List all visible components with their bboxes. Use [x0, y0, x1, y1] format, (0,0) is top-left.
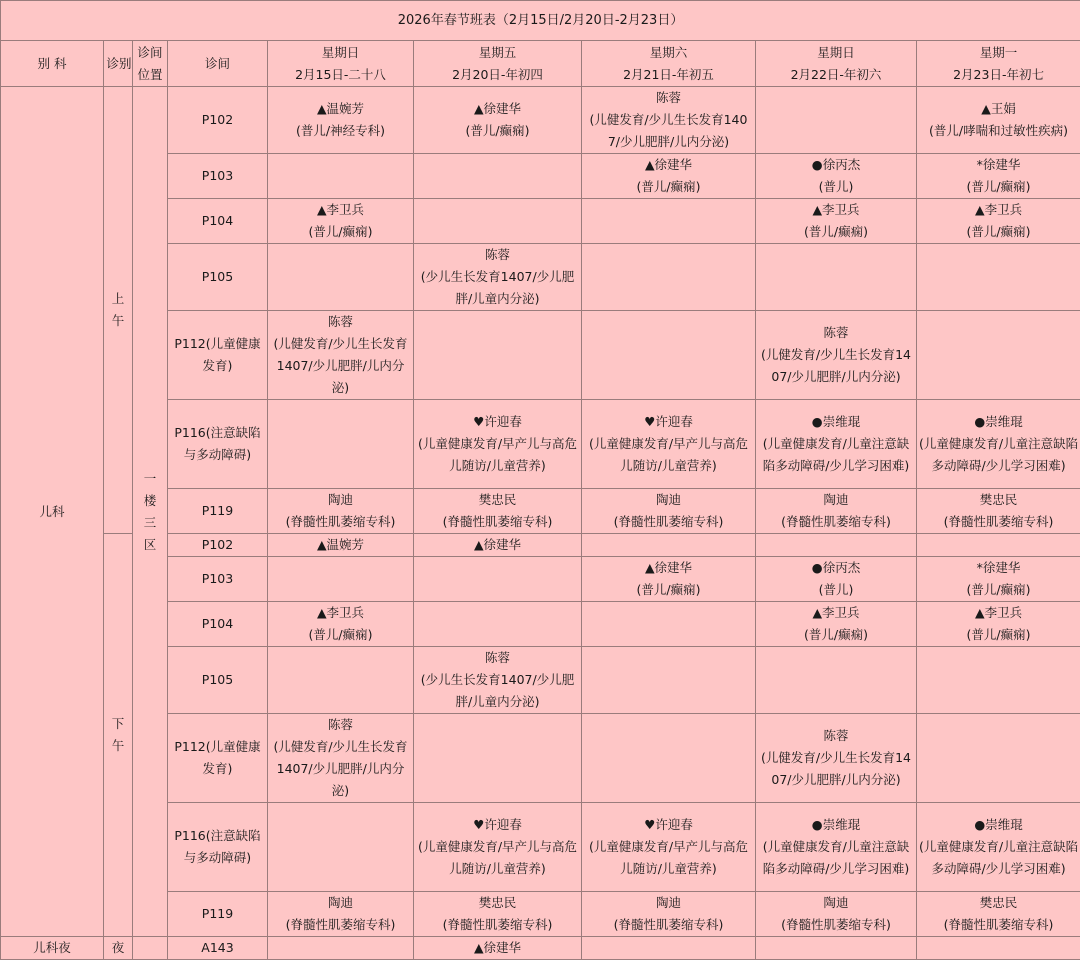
location-night-cell: [133, 937, 168, 960]
doctor-name: 陶迪: [270, 892, 411, 914]
room-cell: [168, 489, 268, 534]
schedule-cell: [582, 602, 756, 647]
doctor-specialty: (少儿生长发育1407/少儿肥胖/儿童内分泌): [416, 669, 579, 713]
doctor-specialty: (普儿/癫痫): [919, 579, 1078, 601]
schedule-cell: [756, 400, 917, 489]
schedule-cell: [756, 311, 917, 400]
schedule-cell: [268, 714, 414, 803]
room-label: P105: [202, 269, 233, 284]
day-weekday: 星期六: [584, 42, 753, 64]
session-pm-label: 下午: [111, 713, 125, 757]
day-header: [756, 41, 917, 87]
schedule-cell: [917, 154, 1080, 199]
room-cell: [168, 647, 268, 714]
schedule-cell: [414, 937, 582, 960]
schedule-cell: [756, 602, 917, 647]
room-label: A143: [201, 940, 233, 955]
room-cell: [168, 311, 268, 400]
doctor-specialty: (儿健发育/少儿生长发育1407/少儿肥胖/儿内分泌): [584, 109, 753, 153]
schedule-cell: [414, 892, 582, 937]
doctor-name: 陈蓉: [758, 322, 914, 344]
doctor-specialty: (脊髓性肌萎缩专科): [416, 914, 579, 936]
schedule-cell: [756, 244, 917, 311]
schedule-cell: [756, 892, 917, 937]
room-cell: [168, 199, 268, 244]
schedule-cell: [582, 244, 756, 311]
room-cell: [168, 87, 268, 154]
doctor-specialty: (普儿/哮喘和过敏性疾病): [919, 120, 1078, 142]
doctor-specialty: (普儿/癫痫): [919, 221, 1078, 243]
day-date: 2月22日-年初六: [758, 64, 914, 86]
doctor-name: ▲徐建华: [416, 98, 579, 120]
doctor-specialty: (儿童健康发育/儿童注意缺陷多动障碍/少儿学习困难): [919, 836, 1078, 880]
schedule-cell: [582, 892, 756, 937]
day-date: 2月15日-二十八: [270, 64, 411, 86]
session-am-label: 上午: [111, 288, 125, 332]
room-label: P112(儿童健康发育): [172, 736, 264, 780]
doctor-name: ▲王娟: [919, 98, 1078, 120]
location-cell: [133, 87, 168, 937]
doctor-name: 樊忠民: [919, 892, 1078, 914]
schedule-cell: [268, 400, 414, 489]
room-cell: [168, 892, 268, 937]
doctor-name: 樊忠民: [416, 489, 579, 511]
session-night: 夜: [104, 937, 133, 960]
doctor-specialty: (普儿/癫痫): [758, 624, 914, 646]
room-label: P102: [202, 112, 233, 127]
doctor-name: 樊忠民: [416, 892, 579, 914]
doctor-name: ●崇维琨: [758, 411, 914, 433]
doctor-specialty: (少儿生长发育1407/少儿肥胖/儿童内分泌): [416, 266, 579, 310]
doctor-specialty: (儿童健康发育/早产儿与高危儿随访/儿童营养): [584, 836, 753, 880]
room-cell: [168, 602, 268, 647]
doctor-name: ▲徐建华: [584, 557, 753, 579]
room-cell: [168, 557, 268, 602]
doctor-name: ▲温婉芳: [270, 534, 411, 556]
day-date: 2月23日-年初七: [919, 64, 1078, 86]
room-label: P104: [202, 616, 233, 631]
schedule-cell: [917, 400, 1080, 489]
header-dept: 别 科: [1, 41, 104, 87]
schedule-cell: [414, 489, 582, 534]
doctor-specialty: (脊髓性肌萎缩专科): [270, 511, 411, 533]
schedule-cell: [268, 311, 414, 400]
header-location: 诊间位置: [133, 41, 168, 87]
doctor-name: ♥许迎春: [416, 814, 579, 836]
schedule-cell: [917, 199, 1080, 244]
schedule-cell: [917, 557, 1080, 602]
room-label: P116(注意缺陷与多动障碍): [172, 422, 264, 466]
doctor-name: ♥许迎春: [584, 814, 753, 836]
doctor-specialty: (普儿/癫痫): [758, 221, 914, 243]
schedule-cell: [756, 647, 917, 714]
schedule-cell: [756, 154, 917, 199]
day-header: [414, 41, 582, 87]
doctor-specialty: (儿健发育/少儿生长发育1407/少儿肥胖/儿内分泌): [270, 736, 411, 802]
schedule-cell: [917, 244, 1080, 311]
schedule-cell: [582, 937, 756, 960]
room-label: P104: [202, 213, 233, 228]
doctor-name: ▲李卫兵: [758, 199, 914, 221]
doctor-name: ▲李卫兵: [919, 199, 1078, 221]
doctor-name: 陈蓉: [270, 714, 411, 736]
day-date: 2月20日-年初四: [416, 64, 579, 86]
room-label: P112(儿童健康发育): [172, 333, 264, 377]
schedule-cell: [756, 937, 917, 960]
doctor-name: ▲徐建华: [416, 534, 579, 556]
schedule-cell: [917, 489, 1080, 534]
day-header: [268, 41, 414, 87]
doctor-specialty: (儿健发育/少儿生长发育1407/少儿肥胖/儿内分泌): [758, 747, 914, 791]
schedule-cell: [917, 534, 1080, 557]
doctor-specialty: (普儿/癫痫): [270, 221, 411, 243]
doctor-name: ▲徐建华: [416, 937, 579, 959]
doctor-name: *徐建华: [919, 557, 1078, 579]
doctor-specialty: (普儿/癫痫): [416, 120, 579, 142]
doctor-specialty: (普儿/癫痫): [270, 624, 411, 646]
schedule-cell: [414, 154, 582, 199]
session-am: [104, 87, 133, 534]
schedule-cell: [268, 534, 414, 557]
doctor-specialty: (脊髓性肌萎缩专科): [758, 511, 914, 533]
schedule-cell: [917, 311, 1080, 400]
schedule-cell: [268, 892, 414, 937]
room-cell: [168, 400, 268, 489]
doctor-specialty: (脊髓性肌萎缩专科): [584, 511, 753, 533]
schedule-cell: [268, 87, 414, 154]
schedule-cell: [582, 803, 756, 892]
doctor-name: ♥许迎春: [416, 411, 579, 433]
dept-night-cell: 儿科夜: [1, 937, 104, 960]
schedule-cell: [268, 937, 414, 960]
schedule-cell: [414, 311, 582, 400]
doctor-specialty: (普儿): [758, 579, 914, 601]
schedule-cell: [414, 803, 582, 892]
schedule-cell: [756, 199, 917, 244]
schedule-cell: [268, 557, 414, 602]
doctor-name: 陶迪: [584, 892, 753, 914]
room-label: P116(注意缺陷与多动障碍): [172, 825, 264, 869]
schedule-cell: [917, 714, 1080, 803]
schedule-cell: [414, 602, 582, 647]
doctor-specialty: (脊髓性肌萎缩专科): [584, 914, 753, 936]
doctor-name: 陶迪: [758, 489, 914, 511]
schedule-cell: [582, 714, 756, 803]
doctor-specialty: (儿童健康发育/早产儿与高危儿随访/儿童营养): [416, 836, 579, 880]
doctor-name: ●徐丙杰: [758, 557, 914, 579]
schedule-cell: [917, 87, 1080, 154]
doctor-name: *徐建华: [919, 154, 1078, 176]
schedule-cell: [268, 489, 414, 534]
schedule-cell: [917, 803, 1080, 892]
schedule-cell: [917, 602, 1080, 647]
schedule-cell: [917, 937, 1080, 960]
doctor-specialty: (脊髓性肌萎缩专科): [919, 914, 1078, 936]
doctor-name: ▲李卫兵: [270, 602, 411, 624]
day-weekday: 星期日: [270, 42, 411, 64]
schedule-cell: [917, 892, 1080, 937]
schedule-cell: [268, 602, 414, 647]
doctor-name: 陶迪: [584, 489, 753, 511]
doctor-name: ▲李卫兵: [270, 199, 411, 221]
doctor-specialty: (儿童健康发育/早产儿与高危儿随访/儿童营养): [584, 433, 753, 477]
schedule-row-night: [1, 937, 1080, 960]
day-header: [917, 41, 1080, 87]
schedule-cell: [756, 489, 917, 534]
schedule-cell: [582, 87, 756, 154]
schedule-cell: [756, 87, 917, 154]
doctor-specialty: (儿健发育/少儿生长发育1407/少儿肥胖/儿内分泌): [270, 333, 411, 399]
doctor-specialty: (普儿/癫痫): [584, 579, 753, 601]
doctor-name: 陈蓉: [584, 87, 753, 109]
doctor-specialty: (儿童健康发育/儿童注意缺陷多动障碍/少儿学习困难): [919, 433, 1078, 477]
doctor-name: ●徐丙杰: [758, 154, 914, 176]
room-label: P119: [202, 906, 233, 921]
schedule-cell: [414, 400, 582, 489]
doctor-specialty: (儿童健康发育/早产儿与高危儿随访/儿童营养): [416, 433, 579, 477]
day-header: [582, 41, 756, 87]
schedule-cell: [582, 557, 756, 602]
schedule-cell: [414, 557, 582, 602]
doctor-name: ▲温婉芳: [270, 98, 411, 120]
schedule-cell: [414, 244, 582, 311]
schedule-cell: [268, 803, 414, 892]
schedule-cell: [582, 400, 756, 489]
doctor-name: 陶迪: [270, 489, 411, 511]
doctor-name: 陶迪: [758, 892, 914, 914]
schedule-cell: [756, 534, 917, 557]
schedule-row: [1, 87, 1080, 154]
doctor-name: ▲李卫兵: [758, 602, 914, 624]
doctor-specialty: (普儿): [758, 176, 914, 198]
schedule-cell: [756, 557, 917, 602]
room-cell: [168, 154, 268, 199]
doctor-specialty: (普儿/癫痫): [584, 176, 753, 198]
doctor-name: ▲李卫兵: [919, 602, 1078, 624]
day-weekday: 星期日: [758, 42, 914, 64]
day-weekday: 星期五: [416, 42, 579, 64]
day-date: 2月21日-年初五: [584, 64, 753, 86]
room-label: P105: [202, 672, 233, 687]
doctor-name: ●崇维琨: [758, 814, 914, 836]
doctor-name: ♥许迎春: [584, 411, 753, 433]
doctor-name: ▲徐建华: [584, 154, 753, 176]
doctor-specialty: (普儿/癫痫): [919, 176, 1078, 198]
doctor-specialty: (儿童健康发育/儿童注意缺陷多动障碍/少儿学习困难): [758, 433, 914, 477]
doctor-specialty: (脊髓性肌萎缩专科): [758, 914, 914, 936]
room-cell: [168, 714, 268, 803]
header-room: 诊间: [168, 41, 268, 87]
room-cell: [168, 244, 268, 311]
schedule-cell: [756, 803, 917, 892]
doctor-name: ●崇维琨: [919, 411, 1078, 433]
schedule-cell: [917, 647, 1080, 714]
doctor-specialty: (脊髓性肌萎缩专科): [270, 914, 411, 936]
doctor-name: 陈蓉: [758, 725, 914, 747]
room-cell: [168, 803, 268, 892]
schedule-cell: [414, 199, 582, 244]
doctor-specialty: (儿童健康发育/儿童注意缺陷多动障碍/少儿学习困难): [758, 836, 914, 880]
day-weekday: 星期一: [919, 42, 1078, 64]
room-label: P102: [202, 537, 233, 552]
doctor-specialty: (脊髓性肌萎缩专科): [416, 511, 579, 533]
doctor-name: 樊忠民: [919, 489, 1078, 511]
session-pm: [104, 534, 133, 937]
header-session: 诊别: [104, 41, 133, 87]
schedule-cell: [414, 87, 582, 154]
doctor-specialty: (脊髓性肌萎缩专科): [919, 511, 1078, 533]
schedule-cell: [582, 647, 756, 714]
room-label: P103: [202, 168, 233, 183]
doctor-name: 陈蓉: [416, 244, 579, 266]
room-cell: [168, 534, 268, 557]
room-cell: [168, 937, 268, 960]
doctor-specialty: (普儿/癫痫): [919, 624, 1078, 646]
schedule-cell: [268, 244, 414, 311]
schedule-title: 2026年春节班表（2月15日/2月20日-2月23日）: [1, 1, 1080, 41]
location-cell-label: 一楼三区: [143, 468, 157, 556]
room-label: P103: [202, 571, 233, 586]
doctor-name: 陈蓉: [270, 311, 411, 333]
schedule-cell: [582, 311, 756, 400]
schedule-cell: [414, 534, 582, 557]
schedule-cell: [582, 154, 756, 199]
schedule-cell: [268, 647, 414, 714]
schedule-cell: [756, 714, 917, 803]
schedule-cell: [414, 714, 582, 803]
doctor-name: ●崇维琨: [919, 814, 1078, 836]
dept-cell: 儿科: [1, 87, 104, 937]
schedule-cell: [414, 647, 582, 714]
schedule-cell: [268, 154, 414, 199]
doctor-specialty: (普儿/神经专科): [270, 120, 411, 142]
doctor-name: 陈蓉: [416, 647, 579, 669]
schedule-cell: [268, 199, 414, 244]
schedule-cell: [582, 534, 756, 557]
schedule-cell: [582, 199, 756, 244]
doctor-specialty: (儿健发育/少儿生长发育1407/少儿肥胖/儿内分泌): [758, 344, 914, 388]
room-label: P119: [202, 503, 233, 518]
schedule-cell: [582, 489, 756, 534]
